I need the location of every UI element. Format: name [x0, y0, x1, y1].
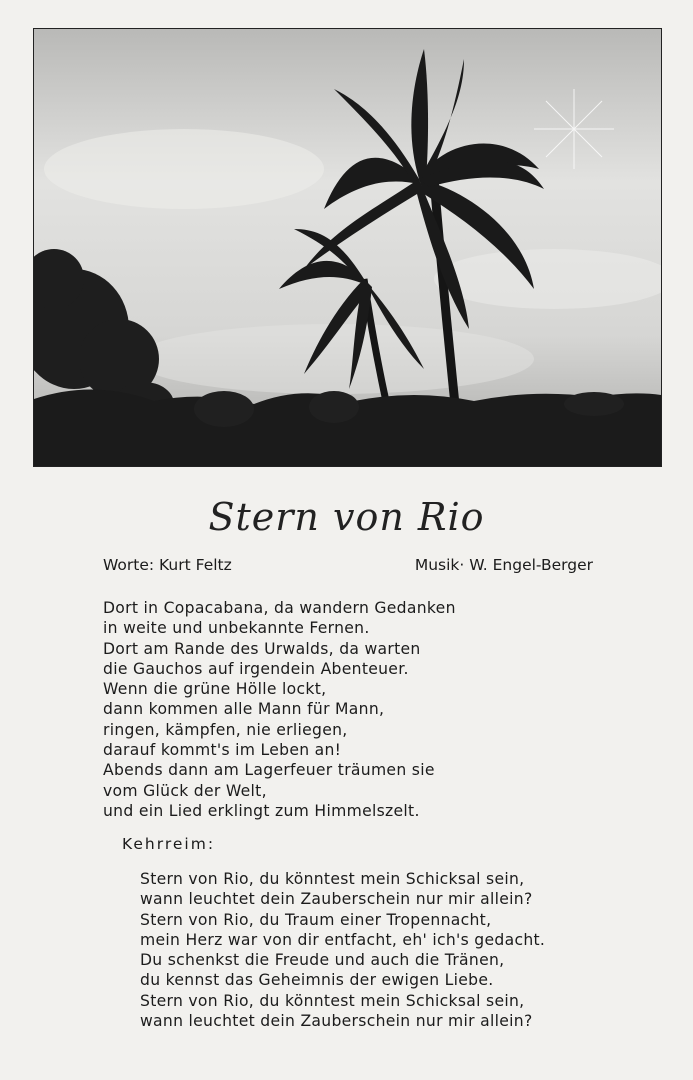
- credits: [103, 556, 593, 578]
- refrain-line: mein Herz war von dir entfacht, eh' ich's gedacht.: [140, 930, 546, 949]
- star-icon: [534, 89, 614, 169]
- verse-line: in weite und unbekannte Fernen.: [103, 619, 370, 638]
- composer-credit: Musik· W. Engel-Berger: [414, 556, 593, 574]
- refrain-line: wann leuchtet dein Zauberschein nur mir allein?: [140, 1012, 533, 1031]
- verse-line: darauf kommt's im Leben an!: [103, 741, 342, 760]
- verse-line: ringen, kämpfen, nie erliegen,: [103, 720, 348, 739]
- verse-line: Dort am Rande des Urwalds, da warten: [103, 639, 421, 658]
- refrain-line: Stern von Rio, du könntest mein Schicksal sein,: [140, 991, 525, 1010]
- refrain-line: Stern von Rio, du könntest mein Schicksal sein,: [140, 870, 525, 888]
- verse-line: die Gauchos auf irgendein Abenteuer.: [103, 659, 409, 678]
- refrain-line: Du schenkst die Freude und auch die Tränen,: [140, 951, 505, 970]
- refrain-line: wann leuchtet dein Zauberschein nur mir allein?: [140, 890, 533, 909]
- lyricist-credit: Worte: Kurt Feltz: [103, 556, 232, 574]
- verse-line: dann kommen alle Mann für Mann,: [103, 700, 385, 719]
- refrain-label: Kehrreim:: [122, 835, 216, 853]
- verse-line: Dort in Copacabana, da wandern Gedanken: [103, 599, 456, 617]
- palm-tree-illustration: [34, 29, 661, 466]
- palm-tree-photo: [33, 28, 662, 467]
- refrain-block: [140, 869, 660, 1031]
- refrain-line: Stern von Rio, du Traum einer Tropennacht,: [140, 910, 492, 929]
- refrain-line: du kennst das Geheimnis der ewigen Liebe.: [140, 971, 494, 990]
- verse-line: vom Glück der Welt,: [103, 781, 267, 800]
- verse-block: [103, 598, 623, 821]
- verse-line: Abends dann am Lagerfeuer träumen sie: [103, 761, 435, 780]
- verse-line: und ein Lied erklingt zum Himmelszelt.: [103, 801, 420, 820]
- verse-line: Wenn die grüne Hölle lockt,: [103, 680, 327, 699]
- song-title: Stern von Rio: [208, 495, 485, 539]
